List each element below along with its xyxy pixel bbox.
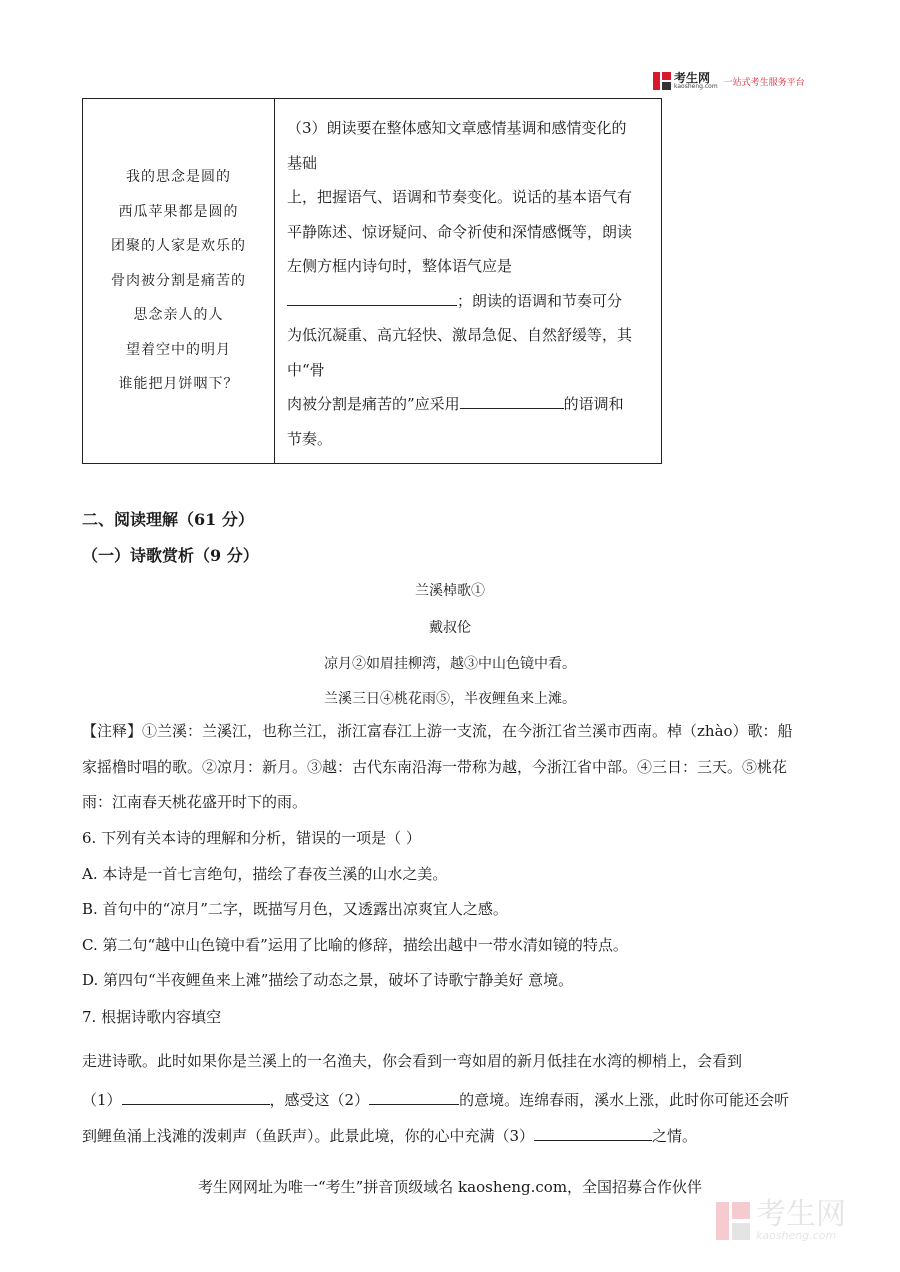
poem-title: 兰溪棹歌①	[415, 583, 485, 599]
poem-line: 谁能把月饼咽下？	[118, 376, 239, 393]
question-table	[82, 98, 662, 464]
poem-author: 戴叔伦	[429, 620, 471, 636]
annotation-line: 【注释】①兰溪：兰溪江，也称兰江，浙江富春江上游一支流，在今浙江省兰溪市西南。棹（zhào）歌：船	[82, 722, 793, 740]
question-3-cell	[275, 99, 661, 463]
logo-slogan: 一站式考生服务平台	[723, 77, 805, 88]
poem-line: 骨肉被分割是痛苦的	[111, 272, 246, 289]
logo-domain: kaosheng.com	[674, 83, 718, 90]
poem-line: 兰溪三日④桃花雨⑤，半夜鲤鱼来上滩。	[324, 691, 576, 707]
poem-line: 我的思念是圆的	[126, 169, 231, 186]
answer-blank-1[interactable]	[122, 1086, 270, 1105]
q3-line: 左侧方框内诗句时，整体语气应是	[287, 257, 513, 275]
poem-line: 西瓜苹果都是圆的	[118, 203, 239, 220]
header-logo	[653, 70, 805, 92]
poem-line: 团聚的人家是欢乐的	[111, 238, 246, 255]
poem-line: 凉月②如眉挂柳湾，越③中山色镜中看。	[324, 656, 576, 672]
subsection-title: （一）诗歌赏析（9 分）	[82, 546, 259, 565]
option-b[interactable]: B. 首句中的“凉月”二字，既描写月色，又透露出凉爽宜人之感。	[82, 900, 508, 918]
q3-line: 中“骨	[287, 360, 325, 379]
option-d[interactable]: D. 第四句“半夜鲤鱼来上滩”描绘了动态之景，破坏了诗歌宁静美好 意境。	[82, 971, 574, 989]
poem-line: 思念亲人的人	[133, 307, 224, 324]
q3-line: ；朗读的语调和节奏可分	[287, 284, 651, 319]
logo-name: 考生网	[674, 71, 711, 85]
footer-text: 考生网网址为唯一“考生”拼音顶级域名 kaosheng.com，全国招募合作伙伴	[197, 1178, 703, 1196]
q3-line: 节奏。	[287, 429, 333, 448]
q7-line: （1） ，感受这（2） 的意境。连绵春雨，溪水上涨，此时你可能还会听	[82, 1086, 789, 1110]
poem-box	[83, 99, 275, 463]
q7-line: 走进诗歌。此时如果你是兰溪上的一名渔夫，你会看到一弯如眉的新月低挂在水湾的柳梢上，会看到	[82, 1052, 743, 1070]
q3-line: 基础	[287, 153, 318, 172]
option-a[interactable]: A. 本诗是一首七言绝句，描绘了春夜兰溪的山水之美。	[82, 865, 448, 883]
watermark: 考生网 kaosheng.com	[716, 1200, 846, 1241]
answer-blank-3[interactable]	[534, 1122, 652, 1141]
question-6-stem: 6. 下列有关本诗的理解和分析，错误的一项是（ ）	[82, 829, 421, 847]
kaosheng-logo-icon	[653, 72, 671, 90]
q3-line: 肉被分割是痛苦的”应采用 的语调和	[287, 387, 651, 422]
q3-line: 平静陈述、惊讶疑问、命令祈使和深情感慨等，朗读	[287, 222, 633, 241]
option-c[interactable]: C. 第二句“越中山色镜中看”运用了比喻的修辞，描绘出越中一带水清如镜的特点。	[82, 936, 628, 954]
q7-line: 到鲤鱼涌上浅滩的泼刺声（鱼跃声）。此景此境，你的心中充满（3） 之情。	[82, 1122, 697, 1146]
answer-blank-2[interactable]	[369, 1086, 459, 1105]
question-7-stem: 7. 根据诗歌内容填空	[82, 1008, 222, 1026]
poem-line: 望着空中的明月	[126, 341, 231, 358]
q3-line: （3）朗读要在整体感知文章感情基调和感情变化的	[287, 119, 627, 137]
annotation-line: 雨：江南春天桃花盛开时下的雨。	[82, 793, 308, 811]
q3-line: 上，把握语气、语调和节奏变化。说话的基本语气有	[287, 188, 633, 206]
answer-blank-tone[interactable]	[287, 287, 457, 306]
kaosheng-watermark-icon	[716, 1202, 750, 1240]
section-title: 二、阅读理解（61 分）	[82, 510, 254, 529]
q3-line: 为低沉凝重、高亢轻快、激昂急促、自然舒缓等，其	[287, 326, 633, 344]
answer-blank-rhythm[interactable]	[460, 390, 564, 409]
annotation-line: 家摇橹时唱的歌。②凉月：新月。③越：古代东南沿海一带称为越，今浙江省中部。④三日：三天。⑤桃花	[82, 758, 788, 776]
